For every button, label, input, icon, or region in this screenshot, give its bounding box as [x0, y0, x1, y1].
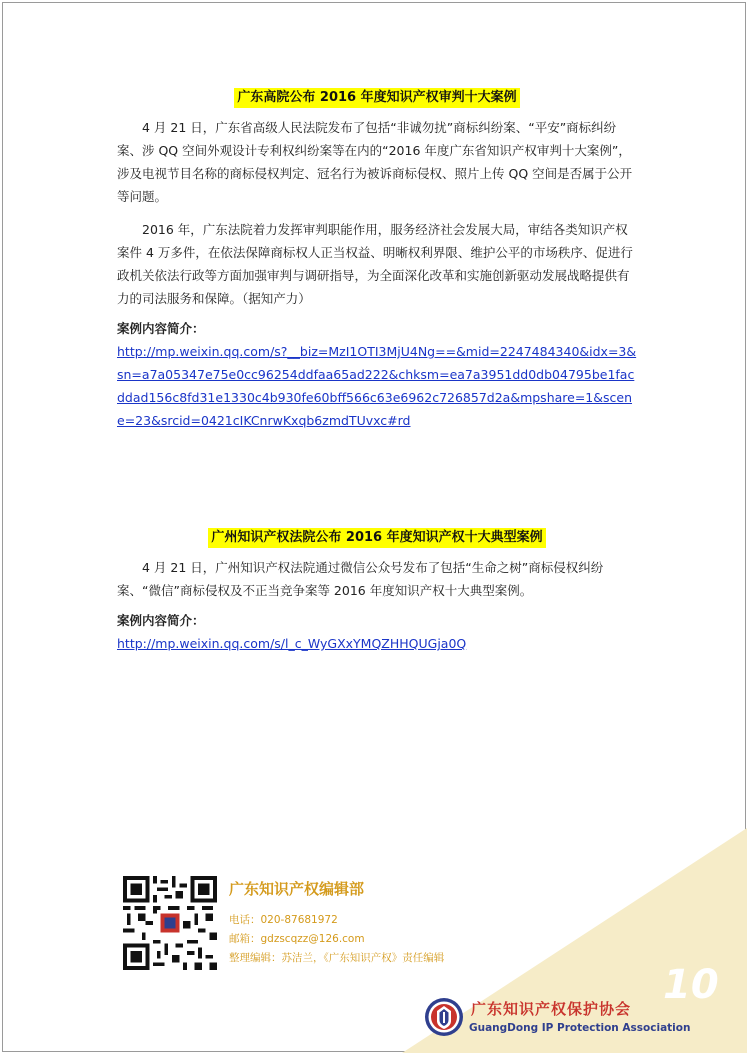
article-2-title: 广州知识产权法院公布 2016 年度知识产权十大典型案例 [208, 528, 545, 548]
article-1-paragraph-1: 4 月 21 日，广东省高级人民法院发布了包括“非诚勿扰”商标纠纷案、“平安”商标纠纷案、涉 QQ 空间外观设计专利权纠纷案等在内的“2016 年度广东省知识产权审判十大案例”，涉及电视节目名称的商标侵权判定、冠名行为被诉商标侵权、照片上传 QQ 空间是否属于公开等问题。 [117, 120, 633, 204]
article-1-title-wrap [117, 86, 637, 108]
editorial-title: 广东知识产权编辑部 [229, 880, 365, 898]
article-2-title-wrap [117, 526, 637, 548]
article-1-link[interactable]: http://mp.weixin.qq.com/s?__biz=MzI1OTI3MjU4Ng==&mid=2247484340&idx=3&sn=a7a05347e75e0cc96254ddfaa65ad222&chksm=ea7a3951dd0db04795be1facddad156c8fd31e1330c4b930fe60bff566c63e6962c726857d2a&mpshare=1&scene=23&srcid=0421cIKCnrwKxqb6zmdTUvxc#rd [117, 344, 637, 428]
article-1-title: 广东高院公布 2016 年度知识产权审判十大案例 [234, 88, 519, 108]
association-name-en: GuangDong IP Protection Association [469, 1022, 691, 1034]
page-number: 10 [663, 962, 719, 1008]
article-1 [117, 86, 637, 432]
association-logo-icon [424, 997, 464, 1037]
article-2-paragraph-1: 4 月 21 日，广州知识产权法院通过微信公众号发布了包括“生命之树”商标侵权纠纷案、“微信”商标侵权及不正当竞争案等 2016 年度知识产权十大典型案例。 [117, 560, 604, 598]
article-1-paragraph-2: 2016 年，广东法院着力发挥审判职能作用，服务经济社会发展大局，审结各类知识产权案件 4 万多件，在依法保障商标权人正当权益、明晰权利界限、维护公平的市场秩序、促进行政机关依法行政等方面加强审判与调研指导，为全面深化改革和实施创新驱动发展战略提供有力的司法服务和保障。（据知产力） [117, 222, 633, 306]
article-2-link[interactable]: http://mp.weixin.qq.com/s/l_c_WyGXxYMQZHHQUGja0Q [117, 636, 467, 651]
association-name-cn: 广东知识产权保护协会 [471, 1000, 632, 1018]
editorial-editor: 整理编辑：苏洁兰，《广东知识产权》责任编辑 [229, 952, 445, 964]
editorial-email: 邮箱：gdzscqzz@126.com [229, 933, 365, 945]
article-2 [117, 526, 637, 655]
editorial-phone: 电话：020-87681972 [229, 914, 338, 926]
editorial-info [229, 878, 444, 968]
article-2-link-label: 案例内容简介： [117, 613, 205, 628]
article-1-link-label: 案例内容简介： [117, 321, 205, 336]
qr-code-icon [123, 876, 217, 970]
